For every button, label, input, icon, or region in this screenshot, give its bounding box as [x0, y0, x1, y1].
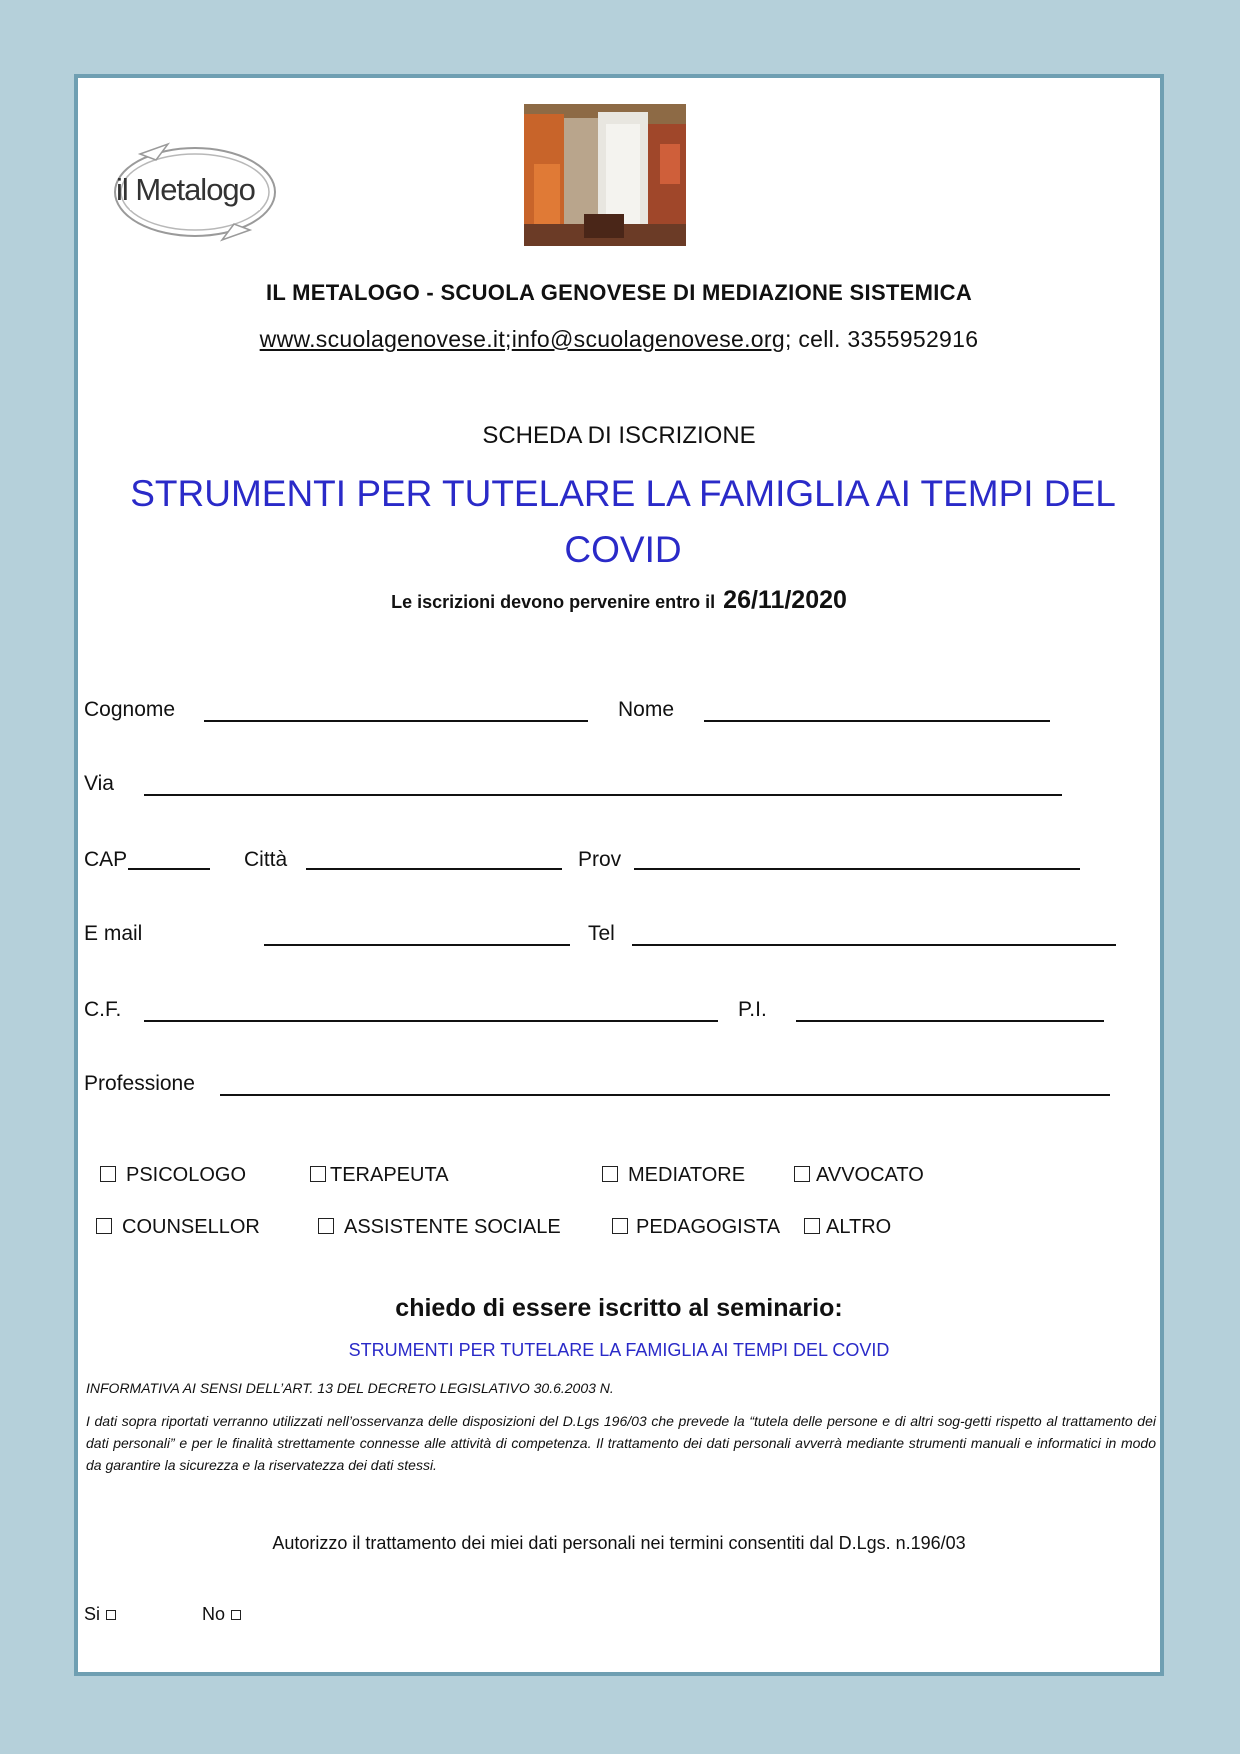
checkbox-mediatore[interactable] [602, 1164, 745, 1187]
checkbox-label: PSICOLOGO [126, 1164, 247, 1186]
tel-label: Tel [588, 922, 615, 945]
form-label: SCHEDA DI ISCRIZIONE [482, 422, 756, 449]
nome-label: Nome [618, 698, 675, 721]
course-title-line2: COVID [564, 529, 682, 570]
nome-field[interactable] [704, 720, 1050, 722]
checkbox-label: MEDIATORE [628, 1164, 746, 1186]
professione-label: Professione [84, 1072, 195, 1095]
checkbox-icon [804, 1218, 820, 1234]
checkbox-label: PEDAGOGISTA [636, 1216, 781, 1238]
cap-field[interactable] [128, 868, 210, 870]
consent-yes[interactable] [84, 1604, 116, 1625]
privacy-title: INFORMATIVA AI SENSI DELL’ART. 13 DEL DECRETO LEGISLATIVO 30.6.2003 N. [86, 1380, 614, 1396]
contact-separator: ; [505, 326, 512, 352]
pi-field[interactable] [796, 1020, 1104, 1022]
email-label: E mail [84, 922, 143, 945]
checkbox-icon [100, 1166, 116, 1182]
email-field[interactable] [264, 944, 570, 946]
checkbox-terapeuta[interactable] [310, 1164, 449, 1187]
metalogo-logo [110, 136, 280, 248]
tel-field[interactable] [632, 944, 1116, 946]
checkbox-avvocato[interactable] [794, 1164, 924, 1187]
consent-text: Autorizzo il trattamento dei miei dati personali nei termini consentiti dal D.Lgs. n.196/03 [272, 1533, 966, 1553]
professione-field[interactable] [220, 1094, 1110, 1096]
website-link[interactable]: www.scuolagenovese.it [259, 326, 506, 352]
consent-yes-label: Si [84, 1604, 101, 1624]
checkbox-icon [96, 1218, 112, 1234]
cap-label: CAP [84, 848, 128, 871]
checkbox-assistente-sociale[interactable] [318, 1216, 561, 1239]
registration-form-page [74, 74, 1164, 1676]
header-photo [524, 104, 686, 246]
via-label: Via [84, 772, 114, 795]
logo-text: il Metalogo [116, 172, 255, 207]
citta-label: Città [244, 848, 288, 871]
checkbox-icon [310, 1166, 326, 1182]
checkbox-label: AVVOCATO [816, 1164, 924, 1186]
checkbox-icon [612, 1218, 628, 1234]
school-name: IL METALOGO - SCUOLA GENOVESE DI MEDIAZIONE SISTEMICA [265, 280, 973, 305]
checkbox-pedagogista[interactable] [612, 1216, 780, 1239]
checkbox-icon [602, 1166, 618, 1182]
checkbox-icon [106, 1610, 116, 1620]
cf-label: C.F. [84, 998, 122, 1021]
deadline-text: Le iscrizioni devono pervenire entro il [391, 592, 716, 612]
consent-no[interactable] [202, 1604, 241, 1625]
checkbox-icon [231, 1610, 241, 1620]
checkbox-icon [318, 1218, 334, 1234]
prov-field[interactable] [634, 868, 1080, 870]
seminar-request: chiedo di essere iscritto al seminario: [395, 1294, 843, 1322]
email-link[interactable]: info@scuolagenovese.org [511, 326, 785, 352]
checkbox-label: ASSISTENTE SOCIALE [344, 1216, 561, 1238]
checkbox-label: ALTRO [826, 1216, 892, 1238]
phone-text: ; cell. 3355952916 [784, 326, 979, 352]
via-field[interactable] [144, 794, 1062, 796]
checkbox-label: TERAPEUTA [330, 1164, 449, 1186]
checkbox-altro[interactable] [804, 1216, 891, 1239]
citta-field[interactable] [306, 868, 562, 870]
cf-field[interactable] [144, 1020, 718, 1022]
deadline [78, 586, 1160, 615]
prov-label: Prov [578, 848, 622, 871]
checkbox-icon [794, 1166, 810, 1182]
cognome-field[interactable] [204, 720, 588, 722]
checkbox-label: COUNSELLOR [122, 1216, 260, 1238]
deadline-date: 26/11/2020 [723, 586, 847, 614]
cognome-label: Cognome [84, 698, 176, 721]
pi-label: P.I. [738, 998, 767, 1021]
course-title-line1: STRUMENTI PER TUTELARE LA FAMIGLIA AI TEMPI DEL [130, 473, 1116, 514]
privacy-body: I dati sopra riportati verranno utilizzati nell’osservanza delle disposizioni del D.Lgs 196/03 che prevede la “tutela delle persone e di altri sog-getti rispetto al trattamento dei dati personali” e per le finalità strettamente connesse alle attività di competenza. Il trattamento dei dati personali avverrà mediante strumenti manuali e informatici in modo da garantire la sicurezza e la riservatezza dei dati stessi. [86, 1413, 1156, 1473]
checkbox-psicologo[interactable] [100, 1164, 246, 1187]
course-title [98, 466, 1148, 578]
checkbox-counsellor[interactable] [96, 1216, 260, 1239]
consent-no-label: No [202, 1604, 226, 1624]
contact-line [78, 326, 1160, 353]
seminar-course: STRUMENTI PER TUTELARE LA FAMIGLIA AI TEMPI DEL COVID [348, 1340, 890, 1360]
